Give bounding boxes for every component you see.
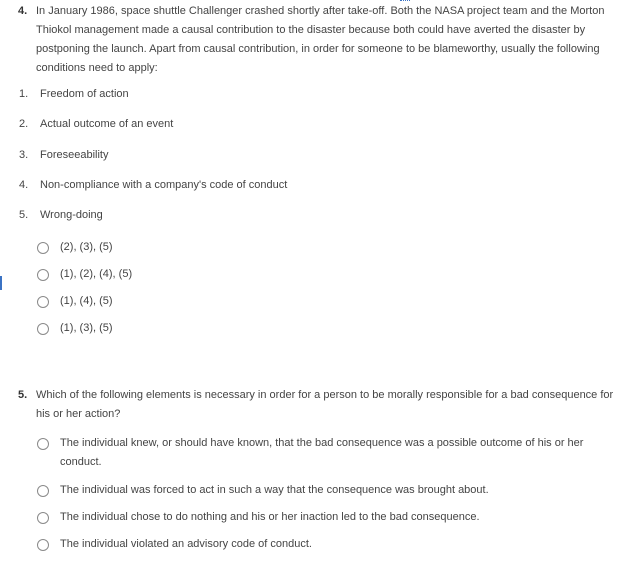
q4-option-d[interactable]: (1), (3), (5)	[37, 322, 113, 338]
radio-button[interactable]	[37, 296, 49, 308]
radio-button[interactable]	[37, 323, 49, 335]
q4-option-b[interactable]: (1), (2), (4), (5)	[37, 268, 132, 284]
question-text: In January 1986, space shuttle Challenger crashed shortly after take-off. Both the NASA project team and the Morton Thiokol management made a causal contribution to the disaster because both could have averted the disaster by postponing the launch. Apart from causal contribution, in order for someone to be blameworthy, usually the following conditions need to apply:	[36, 5, 605, 74]
condition-item: 1. Freedom of action	[19, 88, 129, 100]
question-5	[18, 386, 616, 424]
q4-option-a[interactable]: (2), (3), (5)	[37, 241, 113, 257]
q5-option-d[interactable]: The individual violated an advisory code of conduct.	[37, 538, 312, 554]
condition-item: 3. Foreseeability	[19, 149, 109, 161]
radio-button[interactable]	[37, 269, 49, 281]
radio-button[interactable]	[37, 438, 49, 450]
q4-option-c[interactable]: (1), (4), (5)	[37, 295, 113, 311]
radio-button[interactable]	[37, 539, 49, 551]
q5-option-c[interactable]: The individual chose to do nothing and his or her inaction led to the bad consequence.	[37, 511, 480, 527]
question-text: Which of the following elements is necessary in order for a person to be morally responsible for a bad consequence for his or her action?	[36, 389, 614, 420]
question-4	[18, 2, 616, 78]
condition-item: 2. Actual outcome of an event	[19, 118, 174, 130]
q5-option-b[interactable]: The individual was forced to act in such a way that the consequence was brought about.	[37, 484, 489, 500]
condition-item: 5. Wrong-doing	[19, 209, 103, 221]
focus-marker	[0, 276, 2, 290]
question-number: 4.	[18, 5, 28, 17]
radio-button[interactable]	[37, 485, 49, 497]
condition-item: 4. Non-compliance with a company's code of conduct	[19, 179, 288, 191]
question-number: 5.	[18, 389, 28, 401]
radio-button[interactable]	[37, 242, 49, 254]
radio-button[interactable]	[37, 512, 49, 524]
q5-option-a[interactable]: The individual knew, or should have known, that the bad consequence was a possible outcome of his or her conduct.	[37, 437, 607, 472]
